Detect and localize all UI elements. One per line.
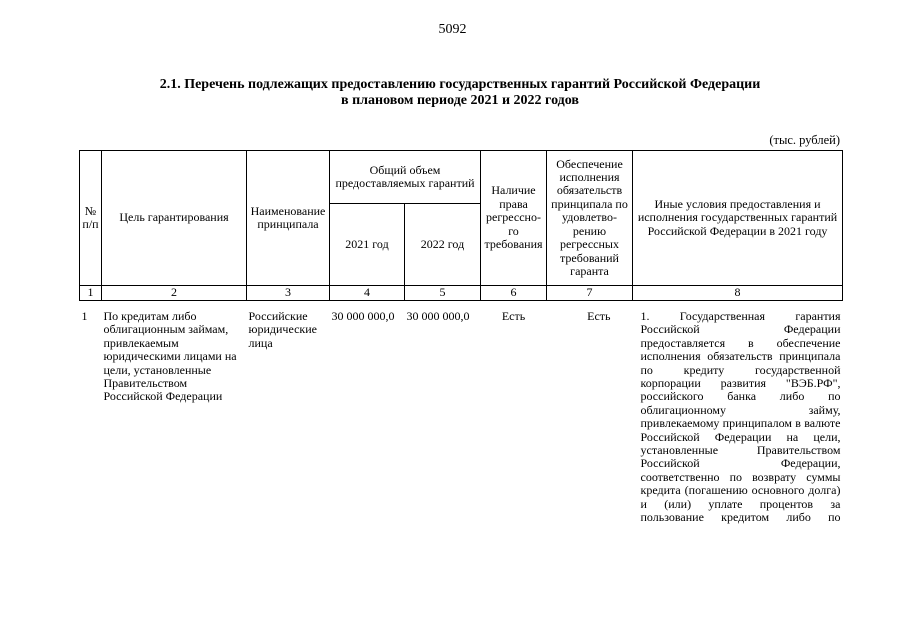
- column-number: 7: [547, 286, 633, 301]
- page-number: 5092: [438, 22, 467, 37]
- title-line-1: 2.1. Перечень подлежащих предоставлению государственных гарантий Российской Федерации: [159, 77, 761, 92]
- row-num: 1: [81, 309, 88, 323]
- row-amount-2022: 30 000 000,0: [406, 309, 470, 323]
- header-principal: Наименование принципала: [247, 151, 330, 286]
- row-principal: Российские юридические лица: [248, 309, 317, 350]
- header-security: Обеспечение исполнения обязательств принципала по удовлетво-рению регрессных требований гаранта: [547, 151, 633, 286]
- row-amount-2021: 30 000 000,0: [331, 309, 395, 323]
- row-recourse: Есть: [501, 309, 526, 323]
- column-number: 2: [102, 286, 247, 301]
- row-other-conditions: 1. Государственная гарантия Российской Федерации предоставляется в обеспечение исполнения обязательств принципала по кредиту государственной корпорации развития "ВЭБ.РФ", российского банка либо по облигационному займу, привлекаемому принципалом в валюте Российской Федерации на цели, установленные Правительством Российской Федерации, соответственно по возврату суммы кредита (погашению основного долга) и (или) уплате процентов за пользование кредитом либо по: [640, 309, 841, 525]
- page-title: [60, 77, 860, 109]
- header-other-conditions: Иные условия предоставления и исполнения государственных гарантий Российской Федерации в 2021 году: [633, 151, 843, 286]
- column-number: 5: [405, 286, 481, 301]
- row-security: Есть: [587, 309, 611, 323]
- header-total-volume: Общий объем предоставляемых гарантий: [330, 151, 481, 204]
- column-number: 4: [330, 286, 405, 301]
- units-label: (тыс. рублей): [769, 133, 840, 147]
- header-year-2022: 2022 год: [405, 204, 481, 286]
- header-recourse: Наличие права регрессно-го требования: [481, 151, 547, 286]
- column-numbers-row: [80, 286, 843, 301]
- title-line-2: в плановом периоде 2021 и 2022 годов: [341, 93, 579, 108]
- header-purpose: Цель гарантирования: [102, 151, 247, 286]
- column-number: 1: [80, 286, 102, 301]
- column-number: 8: [633, 286, 843, 301]
- guarantees-table: [79, 150, 843, 526]
- column-number: 6: [481, 286, 547, 301]
- table-row: [80, 309, 843, 526]
- header-year-2021: 2021 год: [330, 204, 405, 286]
- column-number: 3: [247, 286, 330, 301]
- header-num: № п/п: [80, 151, 102, 286]
- row-purpose: По кредитам либо облигационным займам, привлекаемым юридическими лицами на цели, установленные Правительством Российской Федерации: [103, 309, 237, 404]
